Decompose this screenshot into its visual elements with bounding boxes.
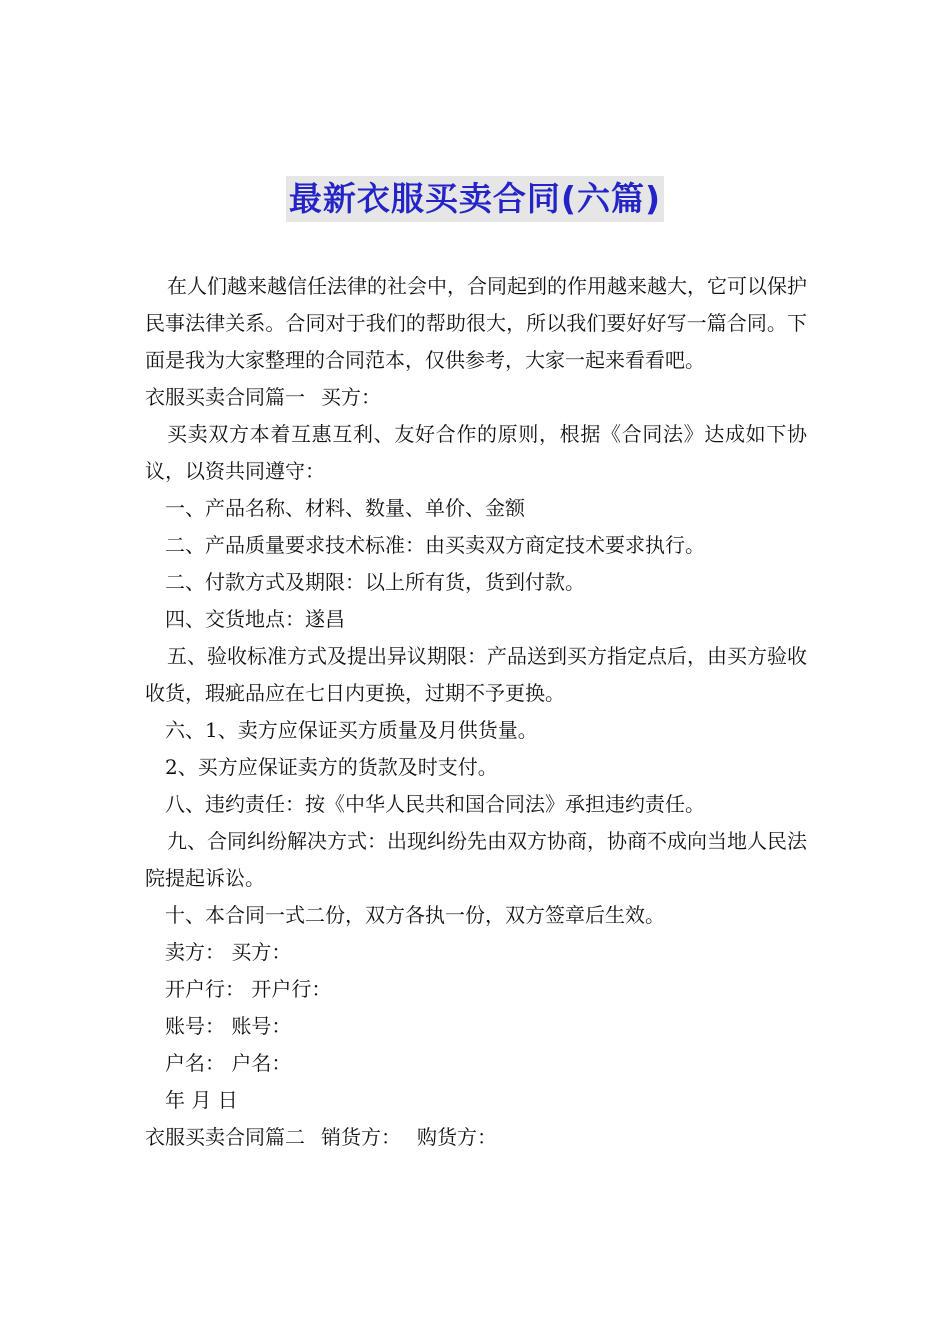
section-2-heading: 衣服买卖合同篇二 <box>145 1125 305 1149</box>
clause: 2、买方应保证卖方的货款及时支付。 <box>165 755 498 779</box>
clause: 二、付款方式及期限：以上所有货，货到付款。 <box>165 570 585 594</box>
section-2-buyer-label: 购货方： <box>417 1125 497 1149</box>
title-wrap <box>0 176 950 222</box>
section-2-seller-label: 销货方： <box>321 1125 401 1149</box>
signature-line: 账号： 账号： <box>165 1014 292 1038</box>
section-1-buyer-label: 买方： <box>321 385 381 409</box>
signature-line: 户名： 户名： <box>165 1051 292 1075</box>
clause: 六、1、卖方应保证买方质量及月供货量。 <box>165 718 538 742</box>
clause: 九、合同纠纷解决方式：出现纠纷先由双方协商，协商不成向当地人民法院提起诉讼。 <box>145 829 807 890</box>
clause: 二、产品质量要求技术标准：由买卖双方商定技术要求执行。 <box>165 533 705 557</box>
document-title: 最新衣服买卖合同(六篇) <box>286 176 664 222</box>
intro-paragraph: 在人们越来越信任法律的社会中，合同起到的作用越来越大，它可以保护民事法律关系。合同对于我们的帮助很大，所以我们要好好写一篇合同。下面是我为大家整理的合同范本，仅供参考，大家一起来看看吧。 <box>145 274 807 372</box>
signature-line: 卖方： 买方： <box>165 940 292 964</box>
clause: 十、本合同一式二份，双方各执一份，双方签章后生效。 <box>165 903 665 927</box>
signature-line: 开户行： 开户行： <box>165 977 332 1001</box>
date-line: 年 月 日 <box>165 1088 238 1112</box>
clause: 八、违约责任：按《中华人民共和国合同法》承担违约责任。 <box>165 792 705 816</box>
document-body <box>145 268 807 1156</box>
clause: 四、交货地点：遂昌 <box>165 607 345 631</box>
section-1-heading-line <box>145 379 807 416</box>
section-1-preamble: 买卖双方本着互惠互利、友好合作的原则，根据《合同法》达成如下协议，以资共同遵守： <box>145 422 807 483</box>
section-1-heading: 衣服买卖合同篇一 <box>145 385 305 409</box>
section-2-heading-line <box>145 1119 807 1156</box>
clause: 五、验收标准方式及提出异议期限：产品送到买方指定点后，由买方验收收货，瑕疵品应在七日内更换，过期不予更换。 <box>145 644 807 705</box>
clause: 一、产品名称、材料、数量、单价、金额 <box>165 496 525 520</box>
